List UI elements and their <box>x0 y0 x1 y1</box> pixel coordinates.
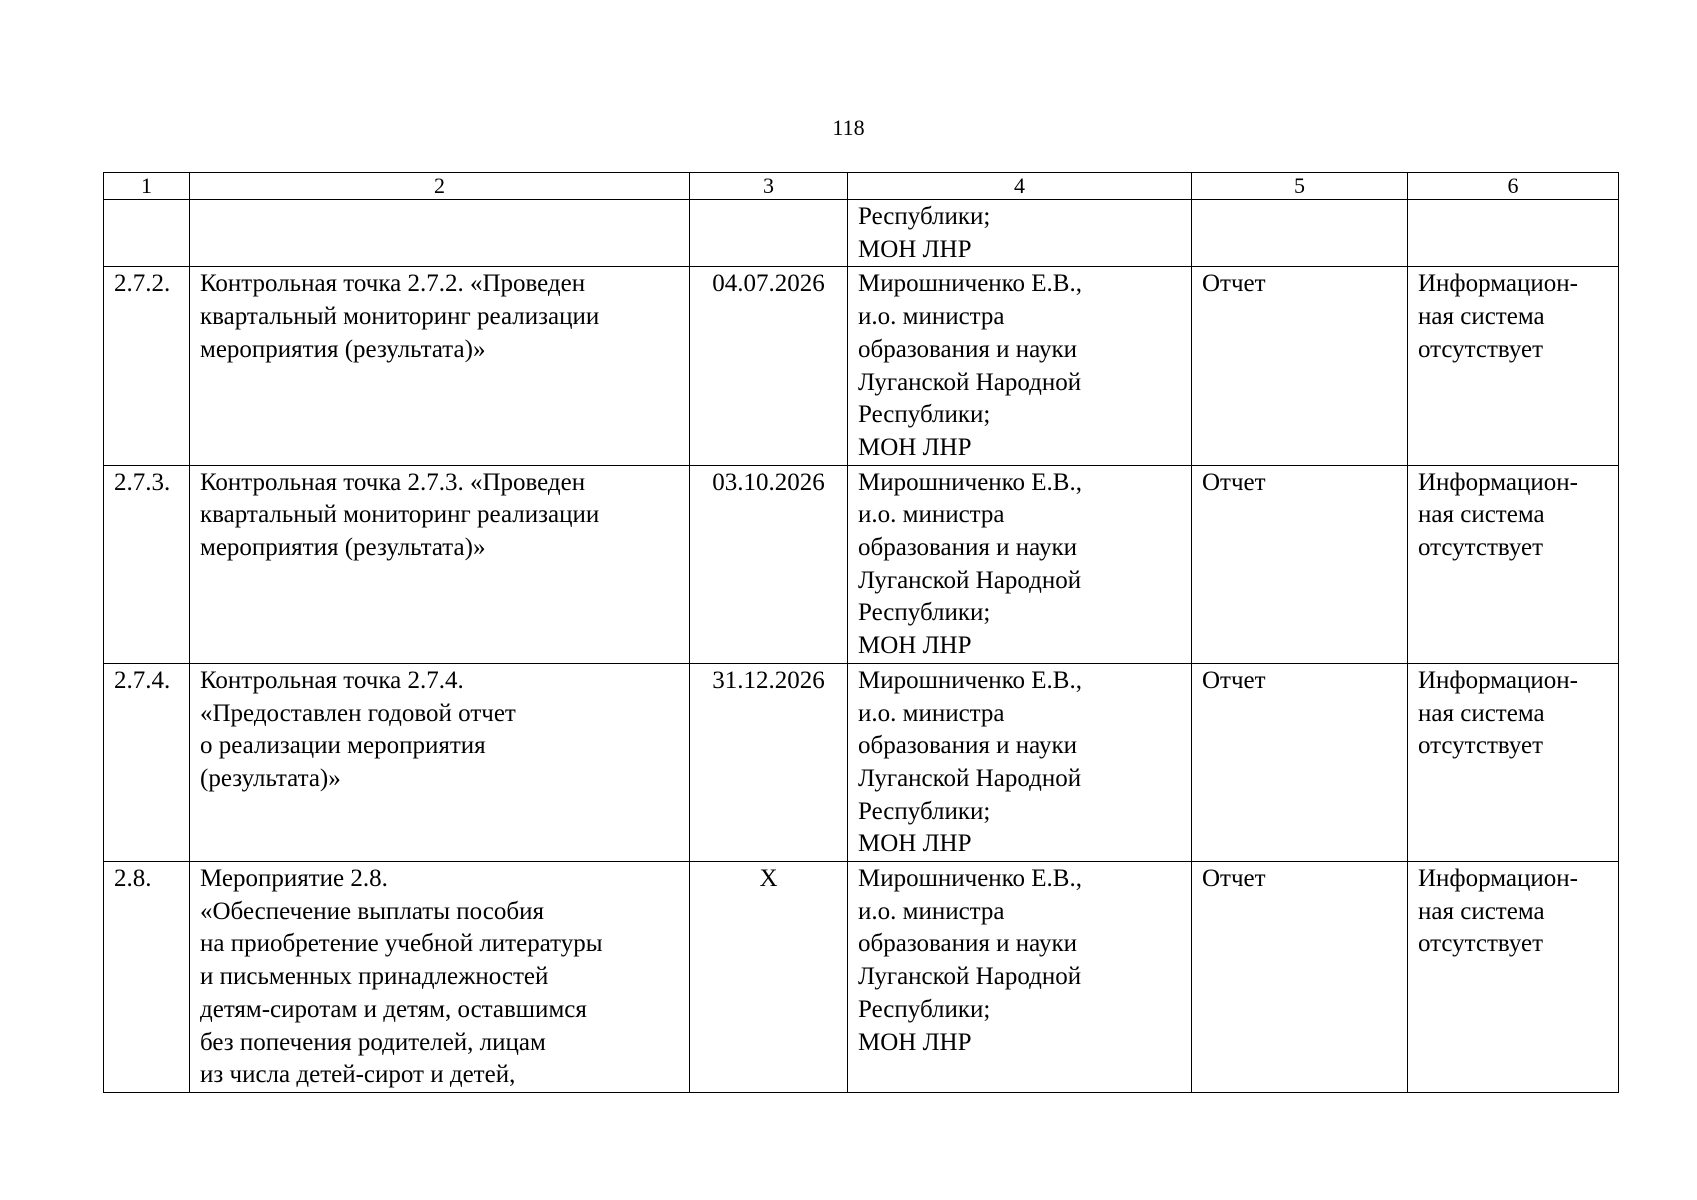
row-date: X <box>690 862 848 1093</box>
row-responsible: Мирошниченко Е.В., и.о. министра образования и науки Луганской Народной Республики; МОН ЛНР <box>848 862 1192 1093</box>
row-system <box>1408 200 1619 267</box>
header-row <box>104 173 1619 200</box>
row-description <box>190 200 690 267</box>
row-description: Контрольная точка 2.7.4. «Предоставлен годовой отчет о реализации мероприятия (результата)» <box>190 663 690 861</box>
row-result <box>1192 200 1408 267</box>
row-result: Отчет <box>1192 663 1408 861</box>
row-number: 2.7.4. <box>104 663 190 861</box>
plan-table <box>103 172 1619 1093</box>
row-number <box>104 200 190 267</box>
row-date: 04.07.2026 <box>690 267 848 465</box>
table-row <box>104 465 1619 663</box>
page-number: 118 <box>832 115 865 140</box>
row-date <box>690 200 848 267</box>
row-responsible: Мирошниченко Е.В., и.о. министра образования и науки Луганской Народной Республики; МОН ЛНР <box>848 267 1192 465</box>
row-number: 2.8. <box>104 862 190 1093</box>
row-responsible: Мирошниченко Е.В., и.о. министра образования и науки Луганской Народной Республики; МОН ЛНР <box>848 663 1192 861</box>
table-row <box>104 200 1619 267</box>
table-row <box>104 267 1619 465</box>
header-cell: 4 <box>848 173 1192 200</box>
row-date: 31.12.2026 <box>690 663 848 861</box>
row-system: Информацион- ная система отсутствует <box>1408 862 1619 1093</box>
header-cell: 5 <box>1192 173 1408 200</box>
table-row <box>104 663 1619 861</box>
header-cell: 1 <box>104 173 190 200</box>
row-result: Отчет <box>1192 862 1408 1093</box>
row-description: Контрольная точка 2.7.2. «Проведен квартальный мониторинг реализации мероприятия (результата)» <box>190 267 690 465</box>
row-date: 03.10.2026 <box>690 465 848 663</box>
row-result: Отчет <box>1192 267 1408 465</box>
row-responsible: Республики; МОН ЛНР <box>848 200 1192 267</box>
row-description: Контрольная точка 2.7.3. «Проведен квартальный мониторинг реализации мероприятия (результата)» <box>190 465 690 663</box>
row-number: 2.7.2. <box>104 267 190 465</box>
row-system: Информацион- ная система отсутствует <box>1408 663 1619 861</box>
row-number: 2.7.3. <box>104 465 190 663</box>
header-cell: 3 <box>690 173 848 200</box>
header-cell: 2 <box>190 173 690 200</box>
row-system: Информацион- ная система отсутствует <box>1408 267 1619 465</box>
header-cell: 6 <box>1408 173 1619 200</box>
row-result: Отчет <box>1192 465 1408 663</box>
row-description: Мероприятие 2.8. «Обеспечение выплаты пособия на приобретение учебной литературы и письменных принадлежностей детям-сиротам и детям, оставшимся без попечения родителей, лицам из числа детей-сирот и детей, <box>190 862 690 1093</box>
table-row <box>104 862 1619 1093</box>
row-system: Информацион- ная система отсутствует <box>1408 465 1619 663</box>
row-responsible: Мирошниченко Е.В., и.о. министра образования и науки Луганской Народной Республики; МОН ЛНР <box>848 465 1192 663</box>
